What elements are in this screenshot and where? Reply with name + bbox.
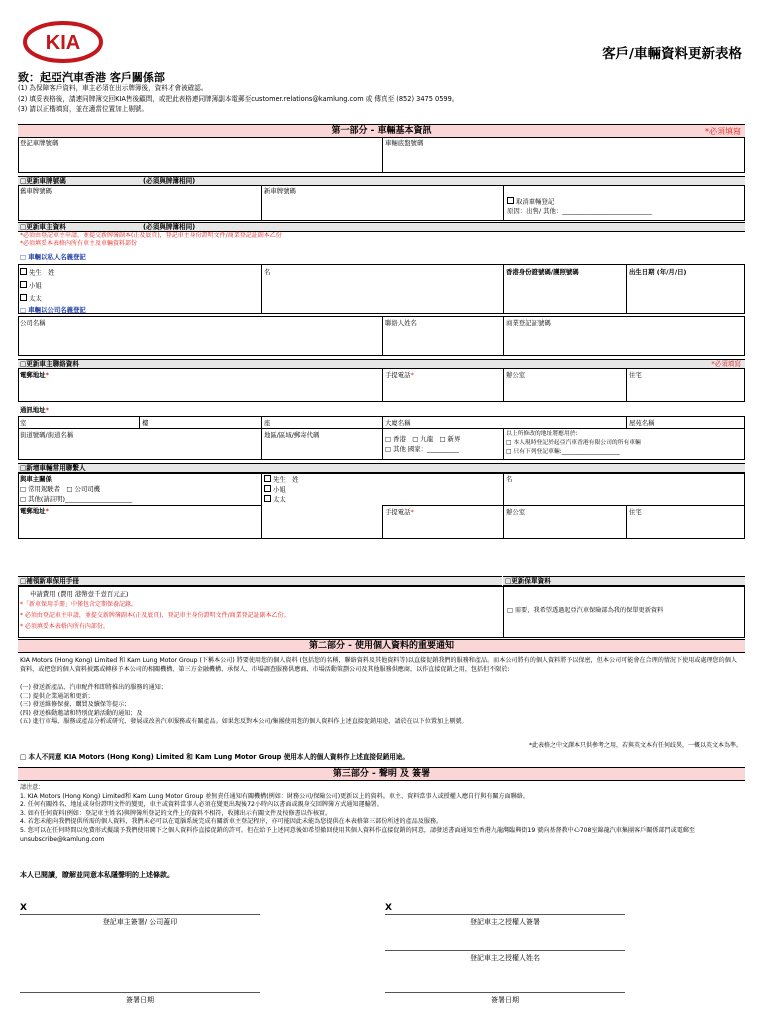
agent-signature-line[interactable] [385,914,625,915]
manual-section-title: □補領新車保用手冊 [20,577,79,585]
agent-date-label: 簽署日期 [491,996,519,1004]
title-miss-label: 小姐 [29,281,42,290]
region-options[interactable]: □ 香港 □ 九龍 □ 新界 [385,435,461,443]
declaration-list [20,784,742,844]
agent-name-label: 登記車主之授權人姓名 [470,954,540,962]
address-applies-all[interactable]: □ 本人現時登記於起亞汽車香港有限公司的所有車輛 [506,440,641,446]
contact-section-title: □更新車主聯絡資料 [20,360,79,368]
title-mr-option[interactable] [20,268,55,277]
required-note: *必須填寫 [705,127,741,136]
address-label: 通訊地址* [20,406,49,414]
translation-note: *此表格之中文譯本只供參考之用，若與英文本有任何歧異，一概以英文本為準。 [528,742,742,749]
floor-field[interactable]: 樓 [142,419,149,427]
owner-sign-x: X [20,903,27,913]
privacy-item-5: (五) 進行市場、服務或產品分析或研究、發展或改善汽車服務或有關產品。如果您反對本公司/集團使用您的個人資料作上述直接促銷用途，請於在以下位置加上剔號。 [20,718,468,726]
driver-mr-label: 先生 姓 [273,475,299,484]
note-2: (2) 填妥表格後，請連同牌簿交回KIA售後顧問，或把此表格連同牌簿副本電郵至customer.relations@kamlung.com 或 傳真至 (852) 3475 0599。 [18,94,459,103]
agent-signature-label: 登記車主之授權人簽署 [470,918,540,926]
privacy-item-4: (四) 發送推動邀請和特別促銷活動的通知；及 [20,709,143,717]
driver-email-label: 電郵地址 [20,507,46,515]
kia-logo [22,20,104,64]
privacy-item-2: (二) 提供企業通訊和更新； [20,692,94,700]
part2-header [18,639,745,653]
owner-section-title: □更新車主資料 [20,223,66,231]
document-title: 客戶/車輛資料更新表格 [602,46,742,62]
agent-name-line[interactable] [385,950,625,951]
driver-office-field[interactable]: 辦公室 [506,508,526,516]
old-plate-field[interactable]: 舊車牌號碼 [20,187,52,195]
agent-sign-x: X [385,903,392,913]
room-field[interactable]: 室 [20,419,27,427]
agent-date-line[interactable] [385,992,625,993]
relation-label: 與車主關係 [20,475,52,483]
mobile-label: 手提電話 [385,371,411,379]
declaration-item-3: 3. 如有任何資料(例如：登記車主姓名)與牌簿所登記的文件上的資料不相符，收據出示有關文件及按修書以作核實。 [20,809,332,817]
note-1: (1) 為保障客戶資料，車主必須在出示牌簿後，資料才會被確認。 [18,84,208,92]
street-field[interactable]: 街道號碼/街道名稱 [20,431,74,439]
new-plate-field[interactable]: 新車牌號碼 [264,187,296,195]
estate-field[interactable]: 屋苑名稱 [629,419,655,427]
email-field[interactable]: 電郵地址* [20,371,49,379]
driver-mrs-label: 太太 [273,495,286,504]
block-field[interactable]: 座 [264,419,271,427]
owner-date-label: 簽署日期 [126,996,154,1004]
id-number-field[interactable]: 香港身份證號碼/護照號碼 [506,268,579,276]
cancel-reason[interactable]: 原因：出售/ 其他：____________________________ [507,207,652,215]
title-mr-label: 先生 姓 [29,268,55,277]
checkbox-icon[interactable] [20,294,27,301]
manual-warning-1: *「新車保用手冊」中僅包含定期保養記錄。 [20,601,138,608]
part1-header [18,124,745,138]
dob-field[interactable]: 出生日期 (年/月/日) [629,268,687,276]
manual-section-header [18,576,502,586]
email-label: 電郵地址 [20,371,46,379]
driver-name-field[interactable]: 名 [506,475,513,483]
driver-section-header [18,463,745,473]
checkbox-icon[interactable] [264,485,271,492]
driver-title-miss[interactable] [264,485,286,494]
other-country-field[interactable]: □ 其他 國家：__________ [385,445,460,453]
insurance-update-option[interactable]: □ 需要，我希望透過起亞汽車保險部為我的保單更新資料 [507,607,664,614]
privacy-item-3: (三) 發送維修保養、購買及續保等提示； [20,701,131,709]
address-applies-specific[interactable]: □ 只有下列登記車輛:____________________ [506,449,620,455]
address-applies-label: 以上所修改的地址將應用於: [506,431,578,437]
home-phone-field[interactable]: 住宅 [629,371,642,379]
br-number-field[interactable]: 商業登記証號碼 [506,319,551,327]
owner-note: (必須與牌簿相同) [143,223,196,231]
privacy-item-1: (一) 發送新產品、汽車配件和即將推出的服務的通知； [20,684,167,691]
driver-section-title: □新增車輛常用聯繫人 [20,464,86,472]
plate-note: (必須與牌簿相同) [143,177,196,185]
declaration-item-5: 5. 您可以在任何時間以免費形式擬議予我們使用閣下之個人資料作直接促銷的許可。但在給予上述同意後如希望撤回使用其個人資料作直接促銷的同意，請發送書面通知至香港九龍灣臨興街19 號向基督教中心708室錦龍汽車集團客戶關係部門或電郵至 unsubscribe@kamlung.com [20,826,696,843]
reg-no-field[interactable]: 登記車牌號碼 [20,139,59,147]
addressee: 致：起亞汽車香港 客戶關係部 [18,71,165,84]
plate-section-title: □更新車牌號碼 [20,177,66,185]
declaration-item-4: 4. 若您未能向我們提供所需的個人資料，我們未必可以在電腦系統完成有關新車主登記程序，亦可能因此未能為您提供在本表格第三部份所述的產品及服務。 [20,818,443,826]
contact-required-note: *必須填寫 [711,360,741,368]
part3-title: 第三部分 - 聲明 及 簽署 [332,769,431,779]
instructions [18,83,758,115]
company-name-field[interactable]: 公司名稱 [20,319,46,327]
manual-warning-2: * 必須由登記車主申請，並提交新牌簿副本(正及底頁)，登記車主身份證明文件/商業登記証副本乙份。 [20,612,290,619]
checkbox-icon[interactable] [507,197,514,204]
checkbox-icon[interactable] [264,495,271,502]
driver-phone-box [382,505,745,539]
part1-title: 第一部分 - 車輛基本資訊 [331,126,432,136]
owner-signature-line[interactable] [20,914,260,915]
owner-section-header [18,222,745,232]
office-phone-field[interactable]: 辦公室 [506,371,526,379]
driver-mobile-field[interactable]: 手提電話* [385,508,414,516]
checkbox-icon[interactable] [20,281,27,288]
contact-person-field[interactable]: 聯絡人姓名 [385,319,417,327]
district-field[interactable]: 地區/區域/郵寄代碼 [264,431,320,439]
declaration-intro: 請注意： [20,784,45,791]
insurance-section-title: □更新保單資料 [505,577,551,585]
owner-warning-2: *必須填妥本表格內所有車主及車輛資料部份 [20,240,138,247]
manual-fee: 申請費用 (費用 港幣壹千壹百元正) [30,590,129,598]
driver-title-mr[interactable] [264,475,299,484]
owner-warning-1: *必須由登記車主申請，並提交新牌簿副本(正及底頁)，登記車主身份證明文件/商業登記証副本乙份 [20,232,282,239]
acknowledgement: 本人已閱讀，瞭解並同意本私隱聲明的上述條款。 [20,871,174,879]
owner-date-line[interactable] [20,992,260,993]
title-mrs-label: 太太 [29,294,42,303]
declaration-item-2: 2. 任何有關姓名、地址或身份證明文件的變更，車主或資料當事人必須在變更出現後72小時內以書面或親身交回牌簿方式通知運輸署。 [20,801,383,809]
relation-driver-options[interactable]: □ 常用駕駛者 □ 公司司機 [20,485,101,493]
driver-title-mrs[interactable] [264,495,286,504]
address-label-text: 通訊地址 [20,406,46,414]
relation-other-field[interactable]: □ 其他(請註明)_____________________ [20,495,133,503]
driver-miss-label: 小姐 [273,485,286,494]
driver-email-field[interactable]: 電郵地址* [20,507,49,515]
privacy-paragraph: KIA Motors (Hong Kong) Limited 和 Kam Lung Motor Group (下稱本公司) 將要使用您的個人資料 (包括您的名稱，聯絡資料及其他資料等)以直接促銷我們的服務和產品。而本公司將有的個人資料將予以保密，但本公司可能會在合理的情況下使用或處理您的個人資料，或把您的個人資料披露或轉移予本公司的相關機構、第三方金融機構、承保人、市場調查服務供應商、市場活動策劃公司及其他服務供應商，以作直接促銷之用，包括但不限於: [20,657,737,673]
cancel-label: 取消車輛登記 [516,197,555,206]
title-mrs-option[interactable] [20,294,42,303]
checkbox-icon[interactable] [20,268,27,275]
checkbox-icon[interactable] [264,475,271,482]
note-3: (3) 請以正楷填寫，並在適當位置加上剔號。 [18,105,149,113]
cancel-registration-checkbox[interactable] [507,197,554,206]
driver-mobile-label: 手提電話 [385,508,411,516]
part2-title: 第二部分 - 使用個人資料的重要通知 [308,641,454,651]
declaration-item-1: 1. KIA Motors (Hong Kong) Limited和 Kam Lung Motor Group 並無責任通知有關機構(例如：財務公司/保險公司)更新以上的資料。車主、資料當事人或授權人應自行與有關方面聯絡。 [20,792,529,800]
optout-checkbox[interactable]: □ 本人不同意 KIA Motors (Hong Kong) Limited 和 Kam Lung Motor Group 使用本人的個人資料作上述直接促銷用途。 [20,753,409,761]
company-registration-option[interactable]: □ 車輛以公司名義登記 [20,306,86,314]
insurance-section-header [503,576,745,586]
title-miss-option[interactable] [20,281,42,290]
owner-signature-label: 登記車主簽署/ 公司蓋印 [102,918,178,926]
privacy-items [20,684,742,727]
building-field[interactable]: 大廈名稱 [385,419,411,427]
driver-home-field[interactable]: 住宅 [629,508,642,516]
chassis-no-field[interactable]: 車輛底盤號碼 [385,139,424,147]
plate-box [18,185,745,221]
private-registration-option[interactable]: □ 車輛以私人名義登記 [20,253,86,261]
mobile-field[interactable]: 手提電話* [385,371,414,379]
part3-header [18,767,745,781]
svg-text:KIA: KIA [45,32,81,54]
given-name-field[interactable]: 名 [264,268,271,276]
manual-warning-3: * 必須填妥本表格內所有內部份。 [20,623,109,630]
